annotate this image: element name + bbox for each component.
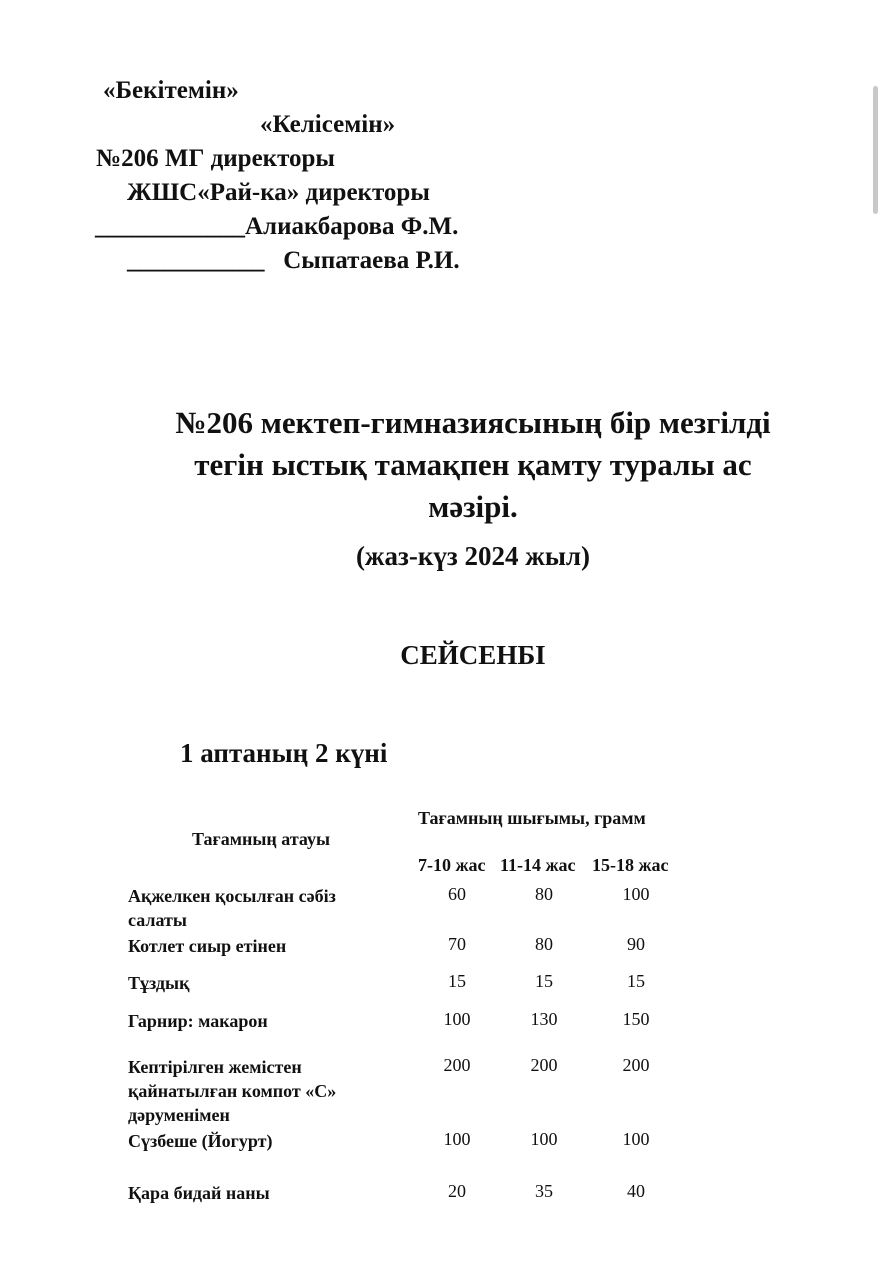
table-row-name: Кептірілген жемістен қайнатылған компот «С» дәруменімен	[128, 1057, 337, 1125]
column-header-yield: Тағамның шығымы, грамм	[418, 808, 646, 828]
table-row-name: Қара бидай наны	[128, 1183, 270, 1203]
director1-signature: ____________Алиакбарова Ф.М.	[95, 213, 459, 240]
director2-signature: ___________ Сыпатаева Р.И.	[127, 247, 460, 274]
page-title-line-2: тегін ыстық тамақпен қамту туралы ас	[194, 447, 752, 482]
vertical-scrollbar[interactable]	[873, 86, 878, 214]
agree-label: «Келісемін»	[260, 111, 396, 138]
table-cell-value: 35	[535, 1181, 553, 1201]
director2-title: ЖШС«Рай-ка» директоры	[127, 179, 430, 206]
table-cell-value: 80	[535, 934, 553, 954]
table-cell-value: 15	[448, 971, 466, 991]
table-cell-value: 200	[622, 1055, 650, 1075]
approve-label: «Бекітемін»	[103, 77, 239, 104]
table-cell-value: 80	[535, 884, 553, 904]
table-cell-value: 100	[443, 1129, 471, 1149]
table-row-name: Тұздық	[128, 973, 190, 993]
column-header-age-1: 7-10 жас	[418, 855, 486, 875]
table-cell-value: 60	[448, 884, 466, 904]
table-cell-value: 100	[530, 1129, 558, 1149]
table-cell-value: 150	[622, 1009, 650, 1029]
table-cell-value: 100	[443, 1009, 471, 1029]
page-title-line-1: №206 мектеп-гимназиясының бір мезгілді	[175, 405, 771, 440]
column-header-age-2: 11-14 жас	[500, 855, 576, 875]
table-cell-value: 100	[622, 884, 650, 904]
table-cell-value: 200	[443, 1055, 471, 1075]
table-cell-value: 100	[622, 1129, 650, 1149]
column-header-age-3: 15-18 жас	[592, 855, 669, 875]
table-cell-value: 90	[627, 934, 645, 954]
table-cell-value: 200	[530, 1055, 558, 1075]
table-row-name: Сүзбеше (Йогурт)	[128, 1131, 273, 1151]
table-cell-value: 130	[530, 1009, 558, 1029]
director1-title: №206 МГ директоры	[96, 145, 335, 172]
table-cell-value: 15	[627, 971, 645, 991]
table-row-name: Котлет сиыр етінен	[128, 936, 287, 956]
table-cell-value: 20	[448, 1181, 466, 1201]
table-row-name: Гарнир: макарон	[128, 1011, 268, 1031]
day-heading: СЕЙСЕНБІ	[400, 640, 546, 670]
table-row-name: Ақжелкен қосылған сәбіз салаты	[128, 886, 336, 930]
table-cell-value: 15	[535, 971, 553, 991]
column-header-name: Тағамның атауы	[192, 829, 331, 849]
page-title-line-3: мәзірі.	[428, 489, 518, 524]
week-day-heading: 1 аптаның 2 күні	[180, 738, 388, 768]
table-cell-value: 40	[627, 1181, 645, 1201]
period-subtitle: (жаз-күз 2024 жыл)	[355, 541, 591, 571]
table-cell-value: 70	[448, 934, 466, 954]
